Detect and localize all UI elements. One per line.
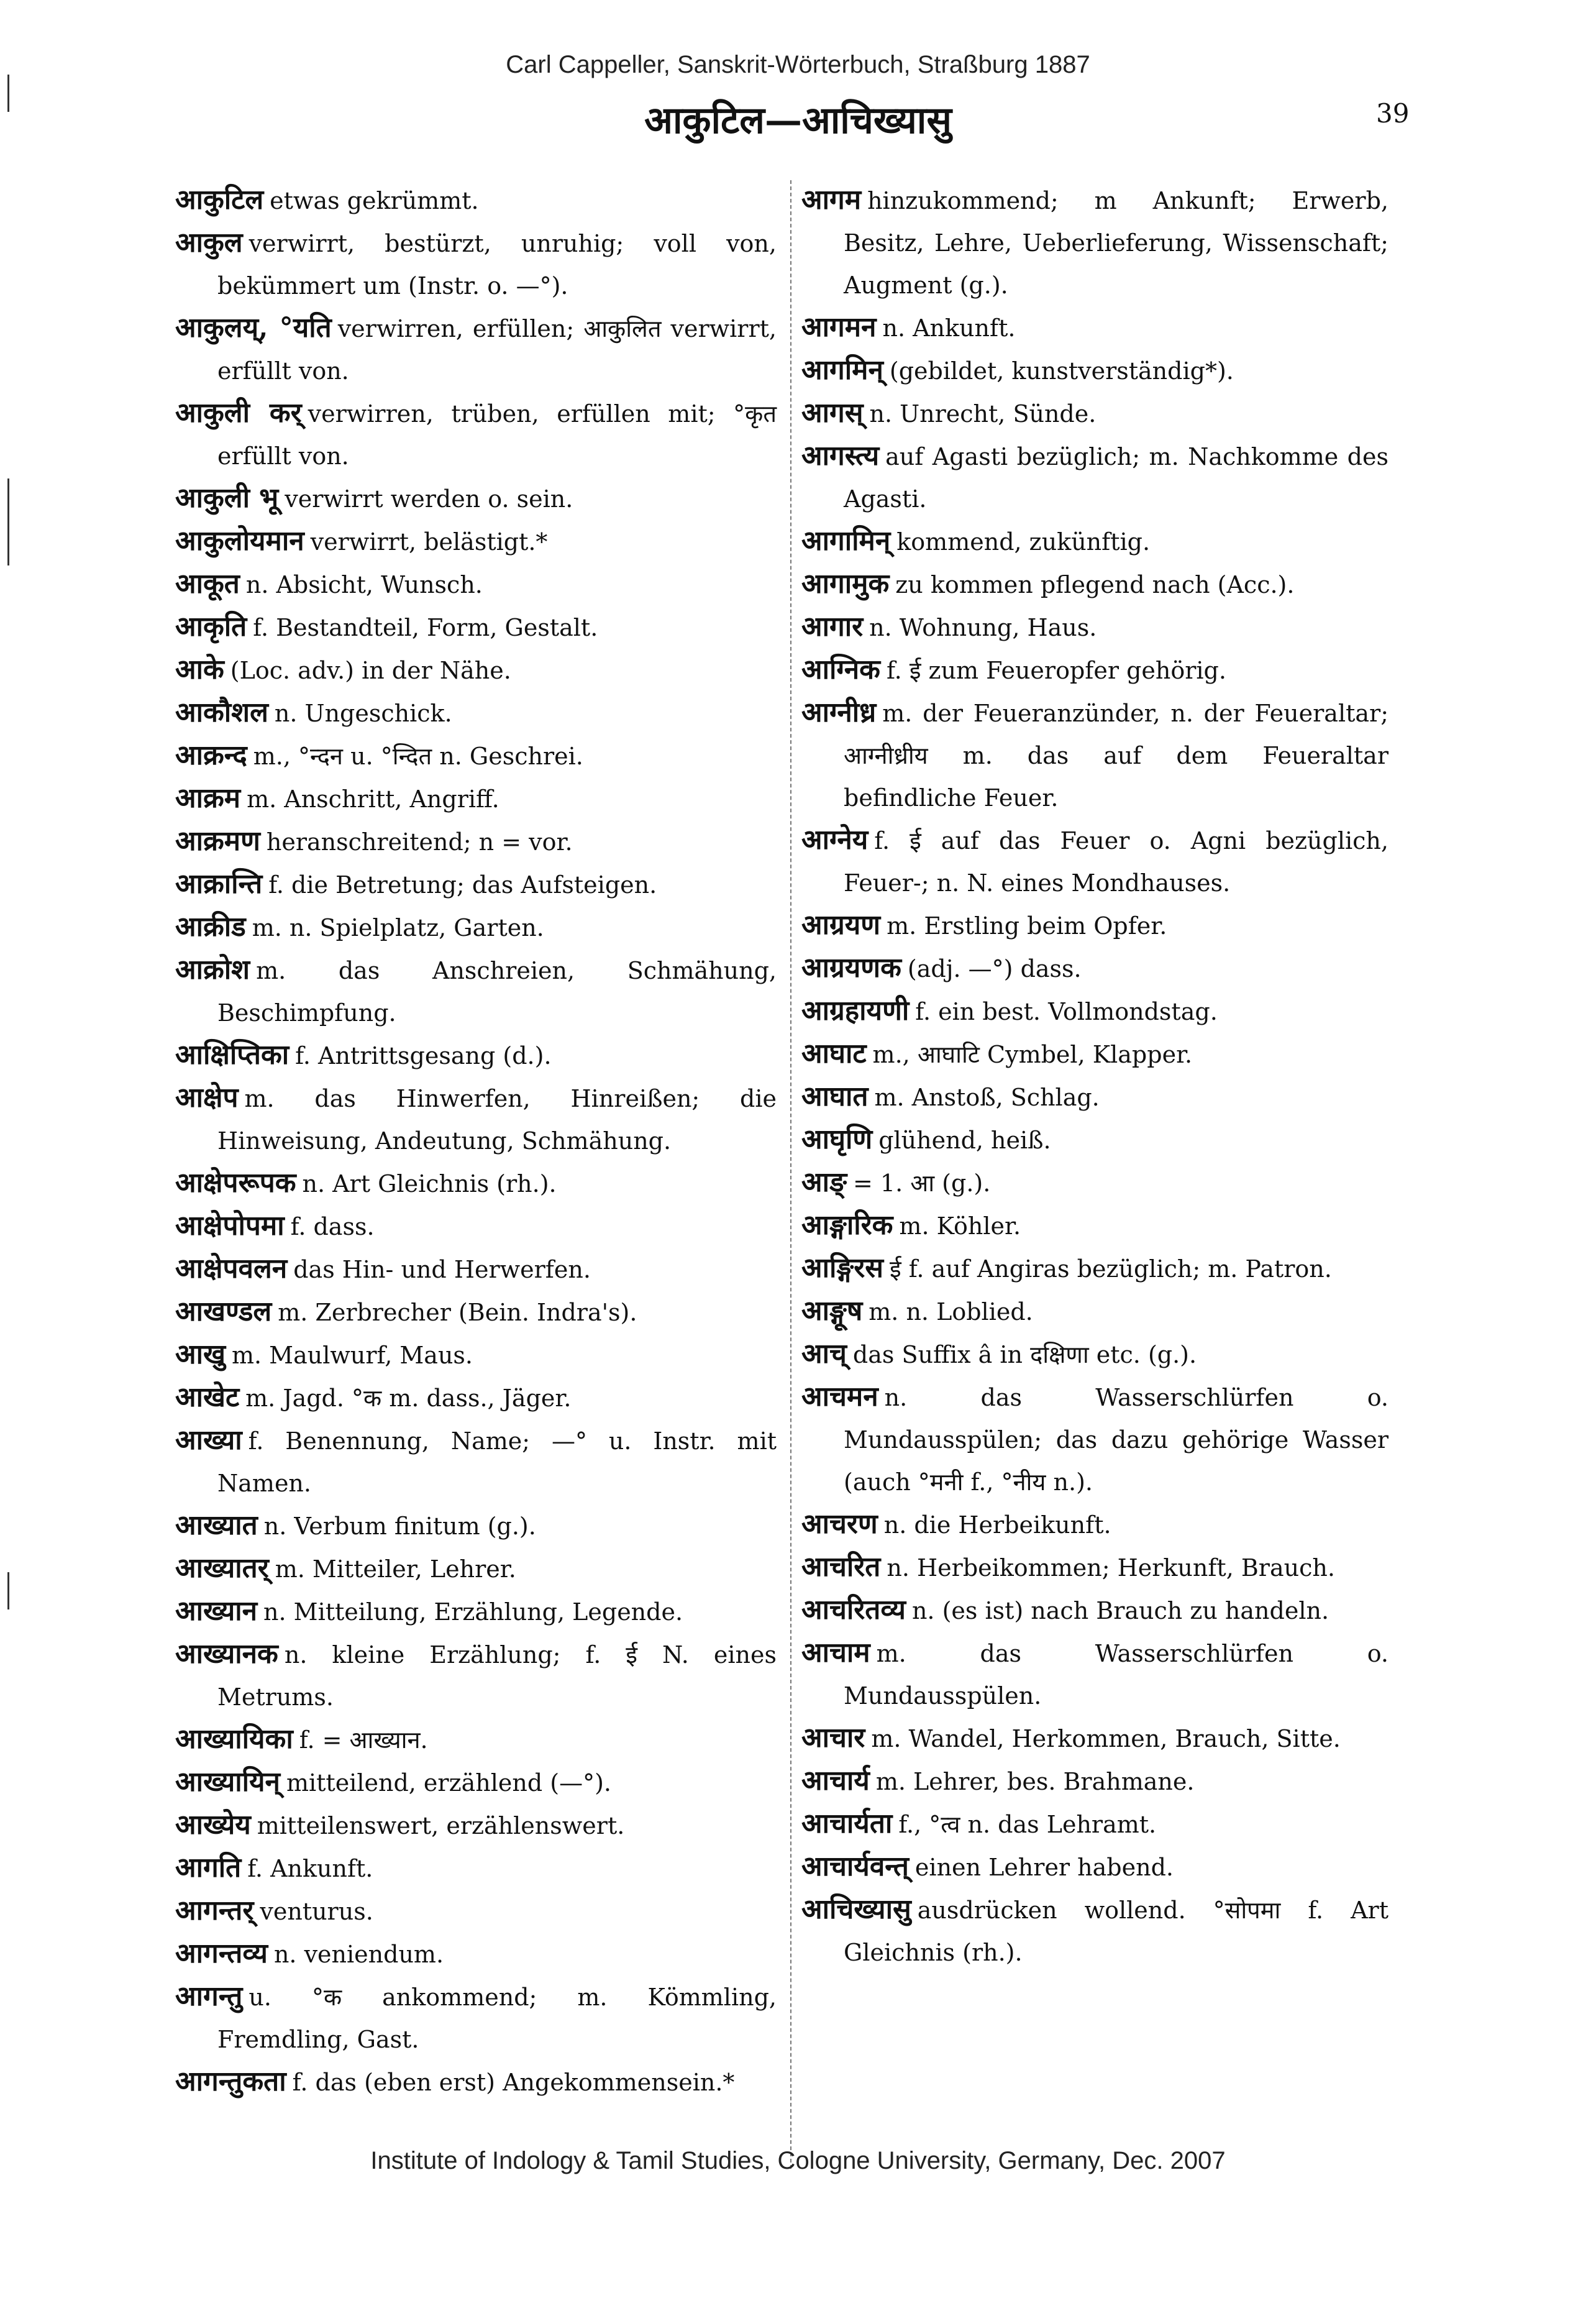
entry-definition: n. Art Gleichnis (rh.). <box>302 1170 557 1197</box>
entry-headword: आक्रोश <box>175 954 250 986</box>
entry-definition: heranschreitend; n = vor. <box>266 828 573 856</box>
entry-definition: n. Herbeikommen; Herkunft, Brauch. <box>887 1554 1335 1582</box>
entry-definition: f. die Betretung; das Aufsteigen. <box>268 871 657 899</box>
entry-definition: f. Bestandteil, Form, Gestalt. <box>253 614 598 641</box>
entry-headword: आखेट <box>175 1381 240 1413</box>
entry-definition: f. ई auf das Feuer o. Agni bezüglich, Feuer-; n. N. eines Mondhauses. <box>844 827 1389 897</box>
entry-definition: f. das (eben erst) Angekommensein.* <box>292 2069 735 2096</box>
dictionary-entry <box>801 1503 1389 1546</box>
dictionary-entry <box>801 435 1389 520</box>
entry-definition: n. Ungeschick. <box>274 700 452 727</box>
entry-definition: n. das Wasserschlürfen o. Mundausspülen; das dazu gehörige Wasser (auch °मनी f., °नीय n.). <box>844 1384 1389 1496</box>
entry-headword: आगस् <box>801 397 864 429</box>
entry-headword: आङ्गूष <box>801 1295 863 1327</box>
dictionary-entry <box>801 349 1389 392</box>
entry-definition: m. n. Spielplatz, Garten. <box>252 914 544 941</box>
dictionary-entry <box>175 1248 777 1291</box>
dictionary-entry <box>175 1077 777 1162</box>
entry-definition: m. Anstoß, Schlag. <box>874 1084 1100 1111</box>
entry-headword: आखण्डल <box>175 1296 272 1327</box>
entry-headword: आक्रीड <box>175 911 246 943</box>
dictionary-entry <box>801 1376 1389 1503</box>
page-number: 39 <box>1376 98 1410 129</box>
entry-definition: f., °त्व n. das Lehramt. <box>898 1811 1157 1838</box>
entry-definition: m. Jagd. °क m. dass., Jäger. <box>245 1385 572 1412</box>
entry-headword: आग्रयण <box>801 909 881 941</box>
entry-definition: verwirrt, belästigt.* <box>310 528 548 556</box>
entry-headword: आग्निक <box>801 654 880 685</box>
entry-headword: आख्यात <box>175 1509 258 1541</box>
dictionary-entry <box>801 1290 1389 1333</box>
entry-headword: आगमन <box>801 311 877 343</box>
entry-definition: f. dass. <box>290 1213 375 1240</box>
entry-definition: mitteilend, erzählend (—°). <box>286 1769 611 1797</box>
dictionary-entry <box>801 1632 1389 1717</box>
dictionary-entry <box>801 1204 1389 1247</box>
source-credit: Carl Cappeller, Sanskrit-Wörterbuch, Straßburg 1887 <box>506 51 1090 78</box>
dictionary-entry <box>175 1933 777 1975</box>
entry-definition: n. kleine Erzählung; f. ई N. eines Metrums. <box>217 1641 777 1711</box>
entry-definition: m. das Hinwerfen, Hinreißen; die Hinweisung, Andeutung, Schmähung. <box>217 1085 777 1155</box>
dictionary-entry <box>801 392 1389 435</box>
entry-headword: आक्षेप <box>175 1082 239 1114</box>
entry-headword: आख्यायिन् <box>175 1766 280 1798</box>
dictionary-entry <box>801 563 1389 606</box>
entry-headword: आक्षेपोपमा <box>175 1210 285 1242</box>
entry-definition: m., आघाटि Cymbel, Klapper. <box>872 1041 1193 1068</box>
entry-definition: kommend, zukünftig. <box>896 528 1151 556</box>
entry-headword: आकृति <box>175 611 247 643</box>
dictionary-entry <box>175 222 777 307</box>
dictionary-entry <box>175 1890 777 1933</box>
dictionary-entry <box>175 563 777 606</box>
entry-headword: आघाट <box>801 1038 867 1069</box>
dictionary-entry <box>175 1419 777 1504</box>
entry-headword: आकुली भू <box>175 482 279 514</box>
entry-definition: ausdrücken wollend. °सोपमा f. Art Gleichnis (rh.). <box>844 1897 1389 1966</box>
entry-headword: आगस्त्य <box>801 440 880 472</box>
entry-definition: f. = आख्यान. <box>299 1726 428 1754</box>
dictionary-entry <box>175 179 777 222</box>
dictionary-entry <box>175 692 777 735</box>
entry-headword: आङ्गिरस <box>801 1252 883 1284</box>
dictionary-entry <box>175 307 777 392</box>
entry-headword: आकुलय्, °यति <box>175 312 332 344</box>
dictionary-entry <box>175 520 777 563</box>
entry-headword: आचरितव्य <box>801 1594 906 1626</box>
entry-definition: verwirrt werden o. sein. <box>285 485 573 513</box>
dictionary-entry <box>801 1546 1389 1589</box>
dictionary-entry <box>801 1033 1389 1076</box>
entry-definition: etwas gekrümmt. <box>270 187 479 214</box>
dictionary-entry <box>175 1975 777 2061</box>
entry-definition: m. das Wasserschlürfen o. Mundausspülen. <box>844 1640 1389 1710</box>
entry-definition: m., °न्दन u. °न्दित n. Geschrei. <box>253 743 583 770</box>
entry-definition: verwirren, erfüllen; आकुलित verwirrt, erfüllt von. <box>217 315 777 385</box>
entry-headword: आकूत <box>175 568 240 600</box>
entry-definition: = 1. आ (g.). <box>853 1170 991 1197</box>
dictionary-entry <box>801 1803 1389 1846</box>
entry-headword: आगन्तर् <box>175 1895 254 1926</box>
entry-headword: आचार्य <box>801 1765 870 1797</box>
scan-edge-mark <box>7 1572 9 1609</box>
entry-headword: आख्यायिका <box>175 1723 293 1755</box>
dictionary-entry <box>175 1718 777 1761</box>
entry-definition: m. Mitteiler, Lehrer. <box>275 1555 516 1583</box>
entry-definition: m. Zerbrecher (Bein. Indra's). <box>278 1299 637 1326</box>
entry-headword: आगन्तु <box>175 1980 243 2012</box>
dictionary-entry <box>175 1590 777 1633</box>
dictionary-entry <box>801 1076 1389 1119</box>
scan-edge-mark <box>7 478 9 565</box>
dictionary-entry <box>801 692 1389 819</box>
dictionary-entry <box>175 735 777 777</box>
dictionary-entry <box>175 1847 777 1890</box>
dictionary-entry <box>801 179 1389 306</box>
entry-definition: verwirrt, bestürzt, unruhig; voll von, bekümmert um (Instr. o. —°). <box>217 230 777 300</box>
entry-headword: आग्नीध्र <box>801 697 877 728</box>
entry-headword: आकुली कर् <box>175 397 302 429</box>
entry-definition: m. Köhler. <box>899 1212 1021 1240</box>
entry-definition: das Suffix â in दक्षिणा etc. (g.). <box>852 1341 1197 1368</box>
entry-definition: f. ein best. Vollmondstag. <box>915 998 1218 1025</box>
dictionary-entry <box>175 477 777 520</box>
entry-headword: आकुलोयमान <box>175 525 304 557</box>
entry-headword: आगमिन् <box>801 354 883 386</box>
dictionary-entry <box>175 1162 777 1205</box>
page-header-title: आकुटिल—आचिख्यासु <box>644 99 952 142</box>
dictionary-entry <box>801 306 1389 349</box>
entry-headword: आगति <box>175 1852 242 1884</box>
entry-definition: f. ई zum Feueropfer gehörig. <box>886 657 1226 684</box>
dictionary-entry <box>175 863 777 906</box>
entry-definition: m. Erstling beim Opfer. <box>887 912 1167 940</box>
dictionary-entry <box>801 990 1389 1033</box>
entry-definition: n. Unrecht, Sünde. <box>869 400 1097 428</box>
dictionary-entry <box>175 777 777 820</box>
entry-headword: आक्रान्ति <box>175 868 263 900</box>
entry-headword: आचार <box>801 1722 865 1754</box>
entry-definition: ई f. auf Angiras bezüglich; m. Patron. <box>889 1255 1332 1283</box>
entry-definition: verwirren, trüben, erfüllen mit; °कृत erfüllt von. <box>217 400 777 470</box>
dictionary-entry <box>175 949 777 1034</box>
entry-headword: आघात <box>801 1081 869 1112</box>
entry-definition: n. (es ist) nach Brauch zu handeln. <box>911 1597 1329 1624</box>
dictionary-entry <box>801 947 1389 990</box>
dictionary-entry <box>175 1205 777 1248</box>
entry-headword: आग्नेय <box>801 824 869 856</box>
entry-definition: venturus. <box>260 1898 373 1925</box>
entry-headword: आगन्तुकता <box>175 2066 286 2097</box>
entry-headword: आचार्यवन्त् <box>801 1851 909 1882</box>
dictionary-entry <box>175 1334 777 1376</box>
entry-headword: आघृणि <box>801 1124 873 1155</box>
dictionary-entry <box>801 1717 1389 1760</box>
entry-headword: आचमन <box>801 1381 878 1412</box>
entry-headword: आचाम <box>801 1637 870 1669</box>
entry-definition: n. Absicht, Wunsch. <box>245 571 483 598</box>
entry-headword: आकौशल <box>175 697 268 728</box>
entry-definition: m. Wandel, Herkommen, Brauch, Sitte. <box>871 1725 1341 1752</box>
dictionary-entry <box>801 649 1389 692</box>
entry-headword: आख्यातर् <box>175 1552 269 1584</box>
entry-headword: आचिख्यासु <box>801 1893 911 1925</box>
column-divider <box>790 180 791 2169</box>
entry-definition: n. Mitteilung, Erzählung, Legende. <box>263 1598 683 1626</box>
entry-definition: n. Verbum finitum (g.). <box>263 1513 536 1540</box>
dictionary-entry <box>175 1034 777 1077</box>
entry-definition: n. veniendum. <box>273 1941 444 1968</box>
dictionary-entry <box>801 819 1389 904</box>
dictionary-entry <box>801 1589 1389 1632</box>
entry-definition: mitteilenswert, erzählenswert. <box>257 1812 625 1839</box>
entry-headword: आकुटिल <box>175 184 264 216</box>
entry-headword: आग्रहायणी <box>801 995 910 1027</box>
dictionary-entry <box>175 1547 777 1590</box>
dictionary-entry <box>801 1119 1389 1161</box>
entry-headword: आक्षिप्तिका <box>175 1039 290 1071</box>
entry-definition: zu kommen pflegend nach (Acc.). <box>895 571 1295 598</box>
dictionary-entry <box>175 1804 777 1847</box>
entry-headword: आगामुक <box>801 568 890 600</box>
entry-definition: auf Agasti bezüglich; m. Nachkomme des Agasti. <box>844 443 1389 513</box>
entry-headword: आक्षेपरूपक <box>175 1167 296 1199</box>
entry-definition: hinzukommend; m Ankunft; Erwerb, Besitz, Lehre, Ueberlieferung, Wissenschaft; Augment (g.). <box>844 187 1389 299</box>
entry-headword: आगन्तव्य <box>175 1938 268 1969</box>
entry-headword: आक्रमण <box>175 825 260 857</box>
entry-definition: u. °क ankommend; m. Kömmling, Fremdling, Gast. <box>217 1984 777 2053</box>
entry-definition: m. n. Loblied. <box>869 1298 1033 1325</box>
dictionary-entry <box>801 1247 1389 1290</box>
entry-headword: आख्या <box>175 1424 242 1456</box>
entry-headword: आङ् <box>801 1166 847 1198</box>
entry-headword: आकुल <box>175 227 243 259</box>
entry-definition: n. die Herbeikunft. <box>883 1511 1111 1539</box>
entry-definition: m. der Feueranzünder, n. der Feueraltar; आग्नीध्रीय m. das auf dem Feueraltar befindliche Feuer. <box>844 700 1389 812</box>
entry-headword: आख्यान <box>175 1595 258 1627</box>
entry-headword: आच् <box>801 1338 847 1370</box>
entry-headword: आगार <box>801 611 864 643</box>
entry-definition: n. Ankunft. <box>882 314 1016 342</box>
entry-headword: आङ्गारिक <box>801 1209 893 1241</box>
dictionary-entry <box>175 392 777 477</box>
entry-definition: f. Ankunft. <box>247 1855 373 1882</box>
dictionary-entry <box>175 1633 777 1718</box>
entry-headword: आगामिन् <box>801 525 891 557</box>
dictionary-entry <box>801 520 1389 563</box>
dictionary-entry <box>801 1846 1389 1888</box>
entry-definition: m. Anschritt, Angriff. <box>247 785 499 813</box>
left-column <box>175 179 777 2104</box>
dictionary-entry <box>175 606 777 649</box>
dictionary-entry <box>801 904 1389 947</box>
entry-headword: आख्येय <box>175 1809 251 1841</box>
dictionary-entry <box>801 1161 1389 1204</box>
dictionary-entry <box>175 1504 777 1547</box>
entry-definition: glühend, heiß. <box>878 1127 1051 1154</box>
entry-headword: आचरण <box>801 1508 878 1540</box>
dictionary-entry <box>175 1376 777 1419</box>
entry-headword: आके <box>175 654 224 685</box>
entry-definition: (Loc. adv.) in der Nähe. <box>230 657 511 684</box>
entry-headword: आख्यानक <box>175 1638 278 1670</box>
dictionary-entry <box>175 2061 777 2104</box>
entry-definition: das Hin- und Herwerfen. <box>293 1256 591 1283</box>
entry-definition: f. Benennung, Name; —° u. Instr. mit Namen. <box>217 1427 777 1497</box>
dictionary-entry <box>175 820 777 863</box>
entry-headword: आचरित <box>801 1551 881 1583</box>
entry-headword: आगम <box>801 184 862 216</box>
entry-definition: (gebildet, kunstverständig*). <box>889 357 1234 385</box>
dictionary-entry <box>801 1888 1389 1974</box>
entry-definition: (adj. —°) dass. <box>907 955 1082 982</box>
entry-headword: आक्षेपवलन <box>175 1253 288 1284</box>
entry-definition: f. Antrittsgesang (d.). <box>295 1042 552 1069</box>
dictionary-entry <box>175 1761 777 1804</box>
entry-definition: m. das Anschreien, Schmähung, Beschimpfung. <box>217 957 777 1027</box>
dictionary-entry <box>175 1291 777 1334</box>
entry-definition: einen Lehrer habend. <box>914 1854 1174 1881</box>
entry-headword: आखु <box>175 1339 226 1370</box>
entry-definition: m. Lehrer, bes. Brahmane. <box>875 1768 1195 1795</box>
entry-headword: आक्रम <box>175 782 241 814</box>
footer-credit: Institute of Indology & Tamil Studies, Cologne University, Germany, Dec. 2007 <box>370 2147 1226 2174</box>
dictionary-entry <box>175 649 777 692</box>
entry-headword: आक्रन्द <box>175 739 247 771</box>
dictionary-entry <box>175 906 777 949</box>
dictionary-entry <box>801 1333 1389 1376</box>
dictionary-entry <box>801 606 1389 649</box>
entry-headword: आचार्यता <box>801 1808 893 1839</box>
right-column <box>801 179 1389 1974</box>
dictionary-entry <box>801 1760 1389 1803</box>
entry-definition: n. Wohnung, Haus. <box>869 614 1097 641</box>
entry-definition: m. Maulwurf, Maus. <box>231 1342 473 1369</box>
entry-headword: आग्रयणक <box>801 952 901 984</box>
